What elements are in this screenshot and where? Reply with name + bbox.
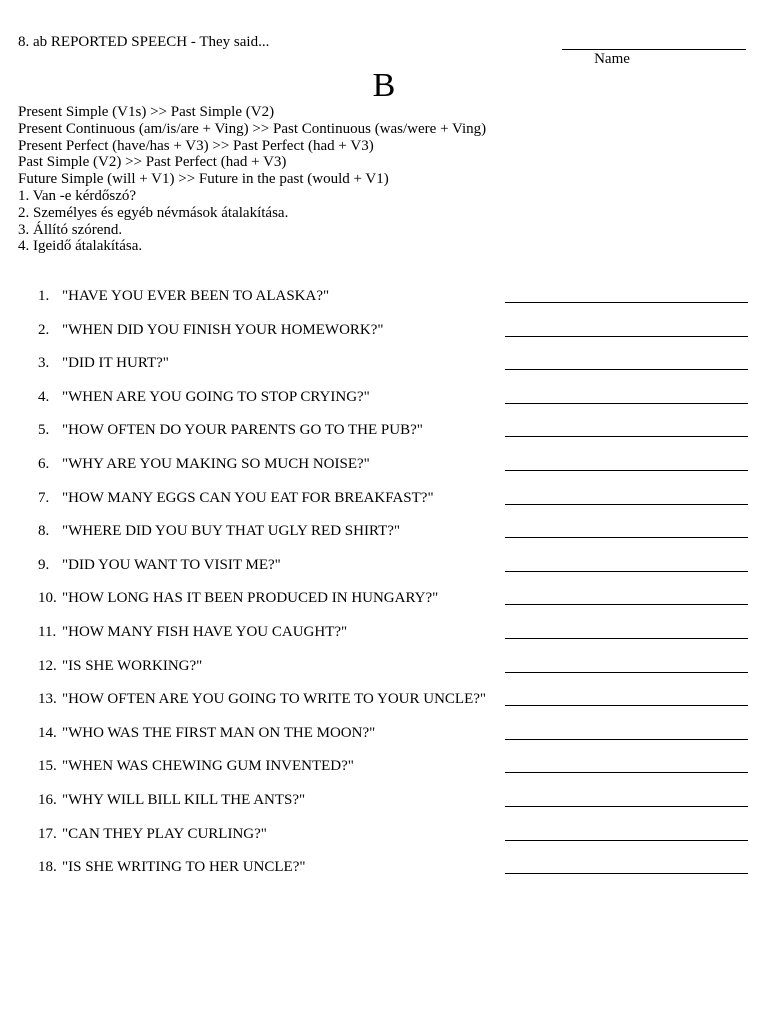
question-number: 4. bbox=[38, 388, 50, 405]
question-row bbox=[0, 447, 768, 481]
question-row bbox=[0, 413, 768, 447]
question-number: 7. bbox=[38, 489, 50, 506]
answer-line[interactable] bbox=[505, 739, 748, 740]
question-row bbox=[0, 548, 768, 582]
question-number: 9. bbox=[38, 556, 50, 573]
question-number: 14. bbox=[38, 724, 57, 741]
question-row bbox=[0, 581, 768, 615]
name-label: Name bbox=[594, 51, 630, 67]
worksheet-title: 8. ab REPORTED SPEECH - They said... bbox=[18, 34, 270, 50]
rule-item: 3. Állító szórend. bbox=[18, 221, 123, 238]
rule-item: 1. Van -e kérdőszó? bbox=[18, 187, 137, 204]
question-text: "WHO WAS THE FIRST MAN ON THE MOON?" bbox=[62, 724, 376, 741]
rule-item: Present Simple (V1s) >> Past Simple (V2) bbox=[18, 104, 275, 120]
question-number: 1. bbox=[38, 288, 50, 304]
question-text: "WHY ARE YOU MAKING SO MUCH NOISE?" bbox=[62, 455, 370, 472]
answer-line[interactable] bbox=[505, 470, 748, 471]
question-number: 8. bbox=[38, 523, 50, 540]
question-list bbox=[0, 279, 768, 884]
question-number: 18. bbox=[38, 859, 57, 876]
question-row bbox=[0, 615, 768, 649]
question-row bbox=[0, 481, 768, 515]
question-text: "HOW OFTEN DO YOUR PARENTS GO TO THE PUB?" bbox=[62, 422, 423, 439]
question-text: "WHERE DID YOU BUY THAT UGLY RED SHIRT?" bbox=[62, 523, 401, 540]
question-number: 16. bbox=[38, 791, 57, 808]
question-text: "WHEN DID YOU FINISH YOUR HOMEWORK?" bbox=[62, 321, 384, 338]
question-row bbox=[0, 380, 768, 414]
question-number: 11. bbox=[38, 623, 57, 640]
question-text: "HOW LONG HAS IT BEEN PRODUCED IN HUNGARY?" bbox=[62, 590, 439, 607]
question-text: "HOW OFTEN ARE YOU GOING TO WRITE TO YOUR UNCLE?" bbox=[62, 691, 487, 708]
question-row bbox=[0, 346, 768, 380]
answer-line[interactable] bbox=[505, 806, 748, 807]
answer-line[interactable] bbox=[505, 840, 748, 841]
question-text: "DID IT HURT?" bbox=[62, 355, 169, 372]
answer-line[interactable] bbox=[505, 638, 748, 639]
answer-line[interactable] bbox=[505, 369, 748, 370]
name-answer-line[interactable] bbox=[562, 49, 746, 50]
question-text: "DID YOU WANT TO VISIT ME?" bbox=[62, 556, 281, 573]
rule-item: Present Continuous (am/is/are + Ving) >> Past Continuous (was/were + Ving) bbox=[18, 120, 487, 137]
question-text: "CAN THEY PLAY CURLING?" bbox=[62, 825, 267, 842]
question-number: 5. bbox=[38, 422, 50, 439]
question-row bbox=[0, 749, 768, 783]
question-row bbox=[0, 783, 768, 817]
question-text: "WHEN WAS CHEWING GUM INVENTED?" bbox=[62, 758, 354, 775]
answer-line[interactable] bbox=[505, 672, 748, 673]
rule-item: Future Simple (will + V1) >> Future in the past (would + V1) bbox=[18, 171, 389, 188]
question-row bbox=[0, 817, 768, 851]
question-number: 17. bbox=[38, 825, 57, 842]
question-text: "WHEN ARE YOU GOING TO STOP CRYING?" bbox=[62, 388, 370, 405]
answer-line[interactable] bbox=[505, 873, 748, 874]
question-row bbox=[0, 279, 768, 313]
rule-item: Present Perfect (have/has + V3) >> Past Perfect (had + V3) bbox=[18, 137, 374, 154]
answer-line[interactable] bbox=[505, 537, 748, 538]
answer-line[interactable] bbox=[505, 436, 748, 437]
answer-line[interactable] bbox=[505, 604, 748, 605]
version-letter: B bbox=[372, 67, 396, 104]
question-row bbox=[0, 514, 768, 548]
question-number: 6. bbox=[38, 455, 50, 472]
question-row bbox=[0, 649, 768, 683]
question-number: 13. bbox=[38, 691, 57, 708]
question-number: 3. bbox=[38, 355, 50, 372]
rule-item: 2. Személyes és egyéb névmások átalakítása. bbox=[18, 204, 289, 221]
rule-item: Past Simple (V2) >> Past Perfect (had + V3) bbox=[18, 154, 287, 171]
question-number: 10. bbox=[38, 590, 57, 607]
answer-line[interactable] bbox=[505, 571, 748, 572]
answer-line[interactable] bbox=[505, 705, 748, 706]
answer-line[interactable] bbox=[505, 336, 748, 337]
question-text: "HOW MANY FISH HAVE YOU CAUGHT?" bbox=[62, 623, 348, 640]
tense-rules-list bbox=[18, 104, 486, 255]
answer-line[interactable] bbox=[505, 403, 748, 404]
question-row bbox=[0, 313, 768, 347]
answer-line[interactable] bbox=[505, 772, 748, 773]
question-text: "IS SHE WRITING TO HER UNCLE?" bbox=[62, 859, 306, 876]
rule-item: 4. Igeidő átalakítása. bbox=[18, 238, 143, 255]
answer-line[interactable] bbox=[505, 302, 748, 303]
question-number: 12. bbox=[38, 657, 57, 674]
question-text: "WHY WILL BILL KILL THE ANTS?" bbox=[62, 791, 306, 808]
question-text: "HAVE YOU EVER BEEN TO ALASKA?" bbox=[62, 288, 330, 304]
question-number: 2. bbox=[38, 321, 50, 338]
question-row bbox=[0, 682, 768, 716]
question-text: "HOW MANY EGGS CAN YOU EAT FOR BREAKFAST?" bbox=[62, 489, 434, 506]
question-text: "IS SHE WORKING?" bbox=[62, 657, 203, 674]
question-row bbox=[0, 850, 768, 884]
question-number: 15. bbox=[38, 758, 57, 775]
question-row bbox=[0, 716, 768, 750]
answer-line[interactable] bbox=[505, 504, 748, 505]
